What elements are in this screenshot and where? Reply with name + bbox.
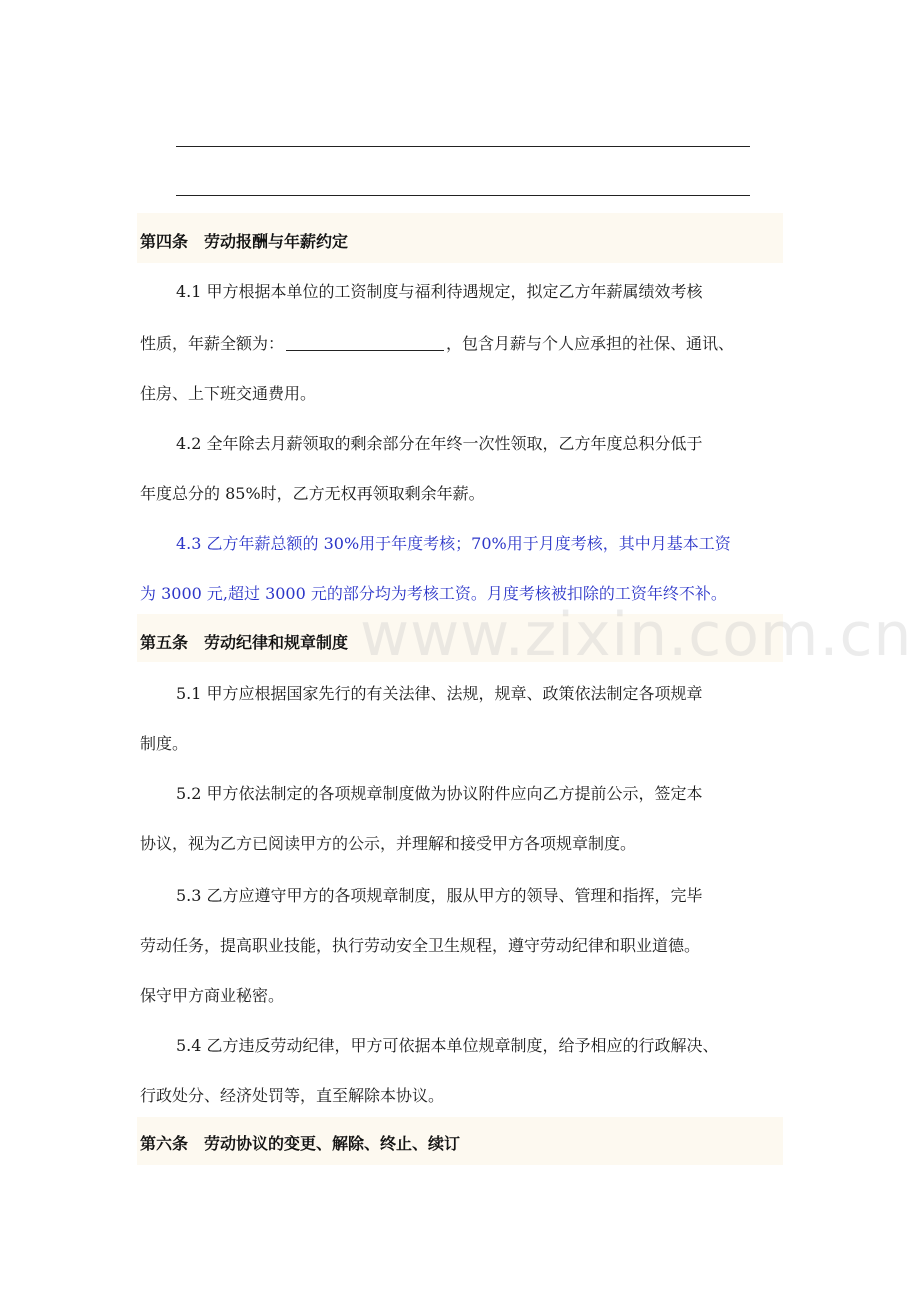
para-4-1-line-2 bbox=[140, 331, 734, 354]
para-4-1-line-2-b: ，包含月薪与个人应承担的社保、通讯、 bbox=[446, 334, 735, 353]
para-4-3-line-2: 为 3000 元,超过 3000 元的部分均为考核工资。月度考核被扣除的工资年终不补。 bbox=[140, 584, 727, 603]
para-5-3-line-3: 保守甲方商业秘密。 bbox=[140, 986, 285, 1005]
blank-rule-1 bbox=[176, 146, 750, 147]
article-6-heading: 第六条 劳动协议的变更、解除、终止、续订 bbox=[140, 1134, 461, 1153]
para-5-1-line-2: 制度。 bbox=[140, 734, 189, 753]
para-4-1-line-2-a: 性质，年薪全额为： bbox=[140, 334, 285, 353]
para-4-2-line-2: 年度总分的 85%时，乙方无权再领取剩余年薪。 bbox=[140, 484, 485, 503]
para-5-4-line-2: 行政处分、经济处罚等，直至解除本协议。 bbox=[140, 1086, 445, 1105]
para-5-2-line-2: 协议，视为乙方已阅读甲方的公示，并理解和接受甲方各项规章制度。 bbox=[140, 834, 637, 853]
blank-rule-2 bbox=[176, 195, 750, 196]
para-5-4-line-1: 5.4 乙方违反劳动纪律，甲方可依据本单位规章制度，给予相应的行政解决、 bbox=[176, 1036, 719, 1055]
watermark: www.zixin.com.cn bbox=[360, 600, 913, 670]
para-4-1-line-3: 住房、上下班交通费用。 bbox=[140, 384, 317, 403]
para-5-1-line-1: 5.1 甲方应根据国家先行的有关法律、法规，规章、政策依法制定各项规章 bbox=[176, 684, 703, 703]
salary-blank-field bbox=[286, 336, 444, 351]
para-4-1-line-1: 4.1 甲方根据本单位的工资制度与福利待遇规定，拟定乙方年薪属绩效考核 bbox=[176, 282, 703, 301]
article-5-heading: 第五条 劳动纪律和规章制度 bbox=[140, 633, 349, 652]
para-4-3-line-1: 4.3 乙方年薪总额的 30%用于年度考核；70%用于月度考核，其中月基本工资 bbox=[176, 534, 731, 553]
para-5-3-line-2: 劳动任务，提高职业技能，执行劳动安全卫生规程，遵守劳动纪律和职业道德。 bbox=[140, 936, 701, 955]
para-5-3-line-1: 5.3 乙方应遵守甲方的各项规章制度，服从甲方的领导、管理和指挥，完毕 bbox=[176, 886, 703, 905]
para-5-2-line-1: 5.2 甲方依法制定的各项规章制度做为协议附件应向乙方提前公示，签定本 bbox=[176, 784, 703, 803]
para-4-2-line-1: 4.2 全年除去月薪领取的剩余部分在年终一次性领取，乙方年度总积分低于 bbox=[176, 434, 703, 453]
article-4-heading: 第四条 劳动报酬与年薪约定 bbox=[140, 232, 349, 251]
